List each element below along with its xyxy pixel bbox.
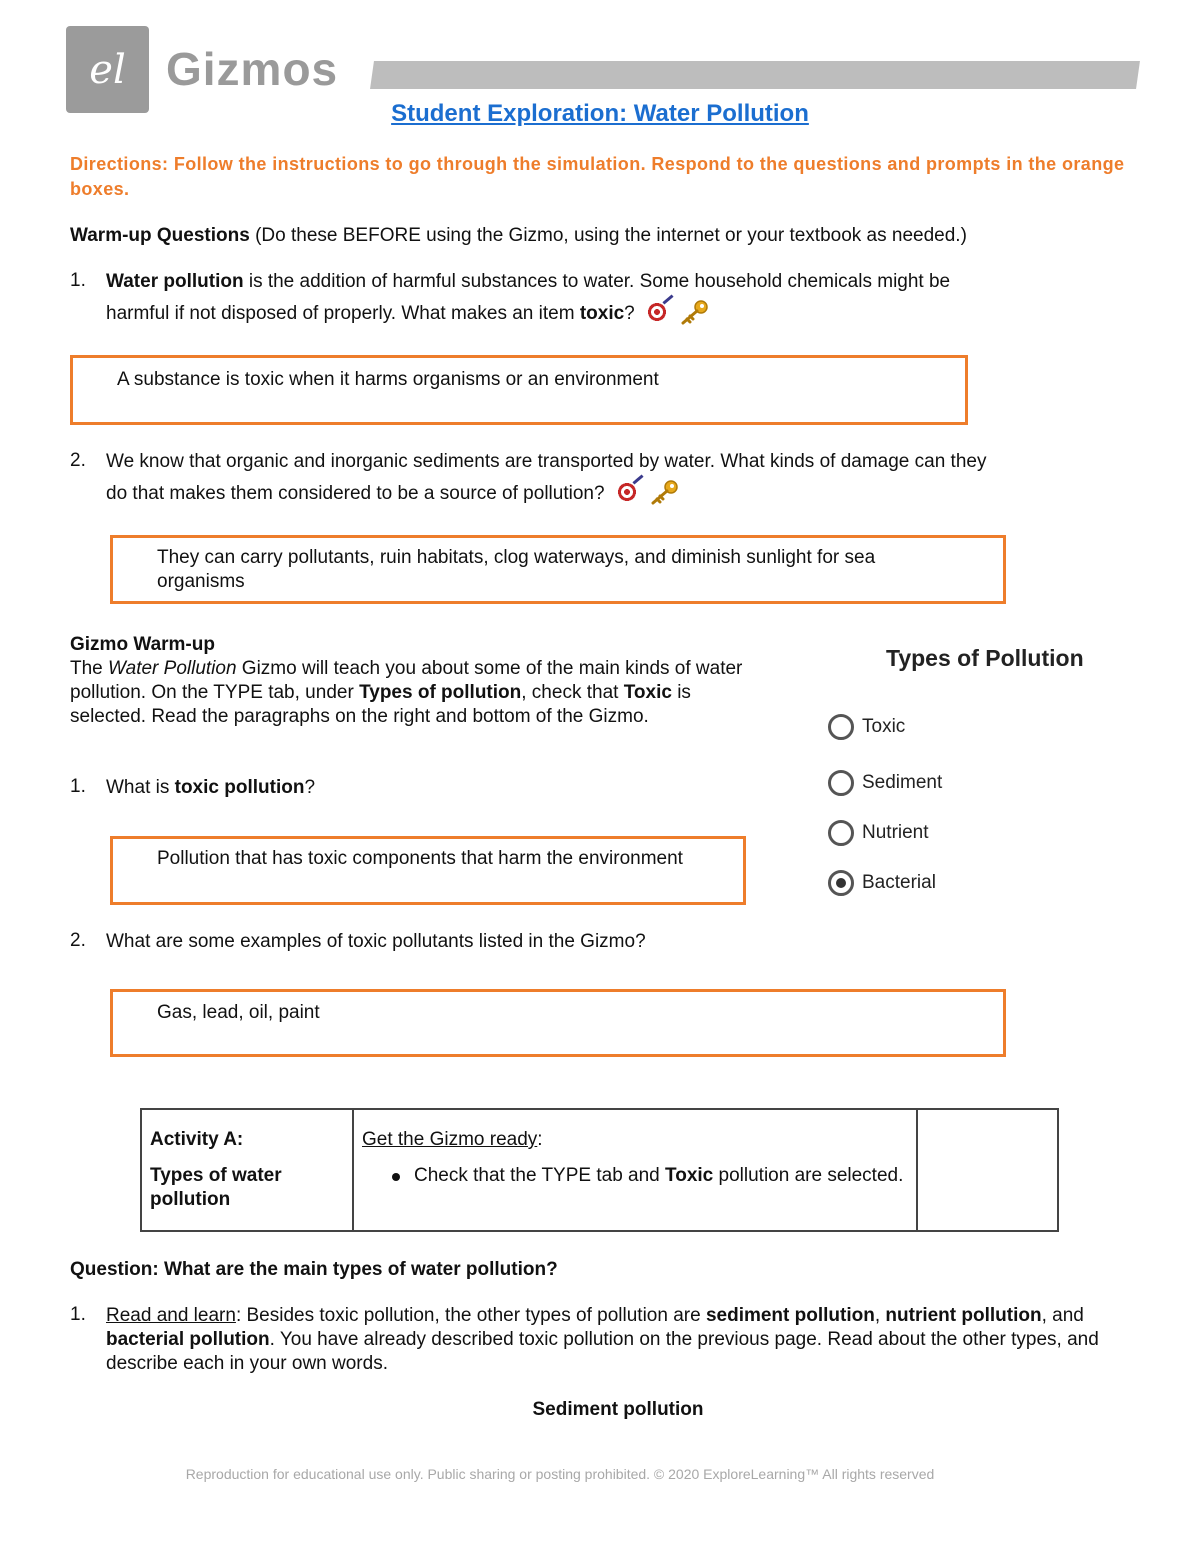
radio-nutrient[interactable]: Nutrient	[828, 820, 929, 846]
warmup-q2-text: We know that organic and inorganic sediments are transported by water. What kinds of damage can they do that makes them considered to be a source of pollution?	[106, 451, 987, 504]
key-icon	[679, 299, 711, 325]
list-item: Check that the TYPE tab and Toxic pollution are selected.	[362, 1164, 908, 1188]
activity-ready-cell: Get the Gizmo ready: Check that the TYPE tab and Toxic pollution are selected.	[354, 1110, 918, 1230]
header-bar	[370, 61, 1140, 89]
gizmo-q1-text: What is toxic pollution?	[106, 777, 316, 798]
gizmo-q1-answer-box[interactable]: Pollution that has toxic components that harm the environment	[110, 836, 746, 905]
radio-circle[interactable]	[828, 714, 854, 740]
radio-bacterial[interactable]: Bacterial	[828, 870, 936, 896]
section-subheading: Sediment pollution	[532, 1399, 704, 1420]
warmup-q1-answer-box[interactable]: A substance is toxic when it harms organisms or an environment	[70, 355, 968, 425]
logo-text: Gizmos	[166, 43, 339, 95]
warmup-q2-number: 2.	[70, 450, 86, 471]
radio-sediment[interactable]: Sediment	[828, 770, 942, 796]
warmup-heading: Warm-up Questions (Do these BEFORE using the Gizmo, using the internet or your textbook as needed.)	[70, 225, 967, 246]
activity-table	[140, 1108, 1059, 1232]
warmup-q2-answer-box[interactable]: They can carry pollutants, ruin habitats, clog waterways, and diminish sunlight for sea organisms	[110, 535, 1006, 604]
target-icon	[616, 481, 638, 503]
logo-mark: el	[66, 26, 149, 113]
warmup-q1-number: 1.	[70, 270, 86, 291]
gizmo-q2-answer-box[interactable]: Gas, lead, oil, paint	[110, 989, 1006, 1057]
activity-empty-cell	[918, 1110, 1057, 1230]
read-learn-text: Read and learn: Besides toxic pollution, the other types of pollution are sediment pollution, nutrient pollution, and bacterial pollution. You have already described toxic pollution on the previous page. Read about the other types, and describe each in your own words.	[106, 1305, 1099, 1374]
key-icon	[649, 479, 681, 505]
directions: Directions: Follow the instructions to go through the simulation. Respond to the questions and prompts in the orange boxes.	[70, 154, 1125, 199]
activity-label-cell: Activity A: Types of water pollution	[142, 1110, 354, 1230]
radio-circle[interactable]	[828, 820, 854, 846]
radio-circle-selected[interactable]	[828, 870, 854, 896]
read-learn-number: 1.	[70, 1304, 86, 1325]
warmup-q1-text: Water pollution is the addition of harmful substances to water. Some household chemicals might be harmful if not disposed of properly. What makes an item toxic?	[106, 271, 951, 324]
gizmo-q2-text: What are some examples of toxic pollutants listed in the Gizmo?	[106, 931, 646, 952]
main-question: Question: What are the main types of water pollution?	[70, 1259, 558, 1280]
target-icon	[646, 301, 668, 323]
page-title: Student Exploration: Water Pollution	[391, 100, 809, 127]
gizmo-q2-number: 2.	[70, 930, 86, 951]
gizmo-q1-number: 1.	[70, 776, 86, 797]
radio-toxic[interactable]: Toxic	[828, 714, 905, 740]
gizmo-warmup-heading: Gizmo Warm-up	[70, 634, 215, 655]
bullet-icon	[392, 1173, 400, 1181]
radio-circle[interactable]	[828, 770, 854, 796]
footer-copyright: Reproduction for educational use only. Public sharing or posting prohibited. © 2020 ExploreLearning™ All rights reserved	[185, 1466, 935, 1482]
gizmo-warmup-section: Gizmo Warm-up The Water Pollution Gizmo will teach you about some of the main kinds of water pollution. On the TYPE tab, under Types of pollution, check that Toxic is selected. Read the paragraphs on the right and bottom of the Gizmo.	[70, 634, 743, 727]
types-of-pollution-title: Types of Pollution	[886, 645, 1084, 671]
